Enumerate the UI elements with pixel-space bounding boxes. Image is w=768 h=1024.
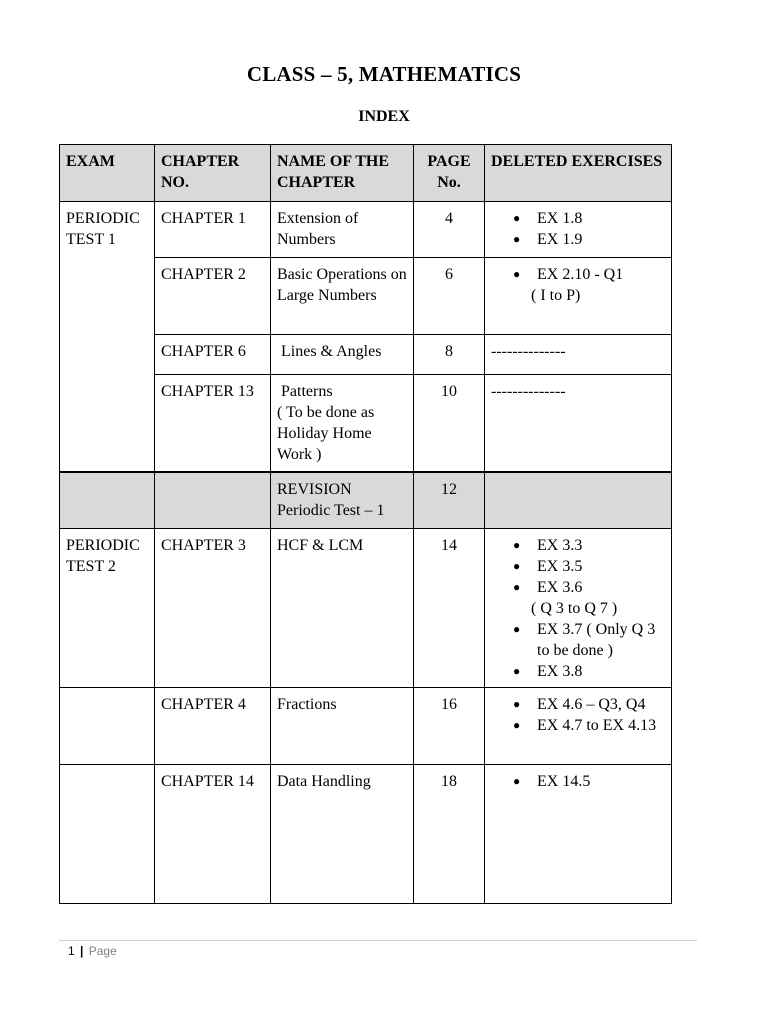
page-footer: [68, 944, 117, 958]
chapter-cell: CHAPTER 14: [155, 765, 271, 904]
exercises-cell: [485, 202, 672, 258]
chapter-name-note: ( To be done as Holiday Home Work ): [277, 404, 375, 463]
chapter-name-cell: Data Handling: [271, 765, 414, 904]
chapter-name-cell: Lines & Angles: [271, 335, 414, 375]
document-subtitle: INDEX: [358, 108, 410, 125]
exam-cell: [60, 688, 155, 765]
page-cell: 18: [414, 765, 485, 904]
document-title: CLASS – 5, MATHEMATICS: [246, 62, 522, 86]
exercise-item: ● EX 3.8: [537, 661, 665, 682]
header-exam: EXAM: [60, 145, 155, 202]
page-cell: 12: [414, 472, 485, 529]
header-chapter-name: NAME OF THE CHAPTER: [271, 145, 414, 202]
footer-divider: [59, 940, 697, 941]
exercise-item: ● EX 1.8: [537, 208, 665, 229]
exam-cell: [60, 765, 155, 904]
exercises-dashes: --------------: [485, 335, 672, 375]
table-row: [60, 688, 672, 765]
exercise-note: ( I to P): [531, 287, 581, 304]
chapter-cell: [155, 472, 271, 529]
exercise-item: ● EX 2.10 - Q1: [537, 264, 665, 285]
header-chapter-no: CHAPTER NO.: [155, 145, 271, 202]
exercise-item: ● EX 14.5: [537, 771, 665, 792]
table-row: [60, 765, 672, 904]
page-cell: 14: [414, 529, 485, 688]
exercise-item: ● EX 3.3: [537, 535, 665, 556]
chapter-cell: CHAPTER 2: [155, 258, 271, 335]
revision-row: [60, 472, 672, 529]
exercise-item: ● EX 3.5: [537, 556, 665, 577]
header-deleted-exercises: DELETED EXERCISES: [485, 145, 672, 202]
exercise-item: ● EX 3.7 ( Only Q 3 to be done ): [537, 619, 665, 661]
exercises-cell: [485, 258, 672, 335]
exercises-cell: [485, 529, 672, 688]
table-row: [60, 529, 672, 688]
index-table: [59, 144, 672, 904]
exercise-item: ● EX 1.9: [537, 229, 665, 250]
chapter-cell: CHAPTER 6: [155, 335, 271, 375]
exercise-note: ( Q 3 to Q 7 ): [531, 600, 618, 617]
table-row: [60, 202, 672, 258]
chapter-name-cell: Fractions: [271, 688, 414, 765]
page-cell: 6: [414, 258, 485, 335]
exam-cell: PERIODIC TEST 1: [60, 202, 155, 473]
exercises-dashes: --------------: [485, 375, 672, 473]
table-header-row: [60, 145, 672, 202]
page-cell: 4: [414, 202, 485, 258]
chapter-cell: CHAPTER 4: [155, 688, 271, 765]
chapter-name-cell: REVISION Periodic Test – 1: [271, 472, 414, 529]
footer-separator: |: [80, 944, 84, 958]
exercise-item: ● EX 3.6: [537, 577, 665, 598]
chapter-cell: CHAPTER 3: [155, 529, 271, 688]
exam-cell: PERIODIC TEST 2: [60, 529, 155, 688]
exercises-cell: [485, 472, 672, 529]
exercises-cell: [485, 765, 672, 904]
footer-page-label: Page: [88, 944, 117, 958]
chapter-name-cell: HCF & LCM: [271, 529, 414, 688]
chapter-cell: CHAPTER 13: [155, 375, 271, 473]
exercise-item: ● EX 4.7 to EX 4.13: [537, 715, 665, 736]
exercise-item: ● EX 4.6 – Q3, Q4: [537, 694, 665, 715]
page-cell: 8: [414, 335, 485, 375]
chapter-name: Patterns: [277, 383, 333, 400]
page-cell: 10: [414, 375, 485, 473]
chapter-name-cell: Basic Operations on Large Numbers: [271, 258, 414, 335]
page-cell: 16: [414, 688, 485, 765]
footer-page-number: 1: [68, 944, 75, 958]
chapter-name-cell: Extension of Numbers: [271, 202, 414, 258]
exam-cell: [60, 472, 155, 529]
chapter-name-cell: [271, 375, 414, 473]
exercises-cell: [485, 688, 672, 765]
chapter-cell: CHAPTER 1: [155, 202, 271, 258]
header-page-no: PAGE No.: [414, 145, 485, 202]
